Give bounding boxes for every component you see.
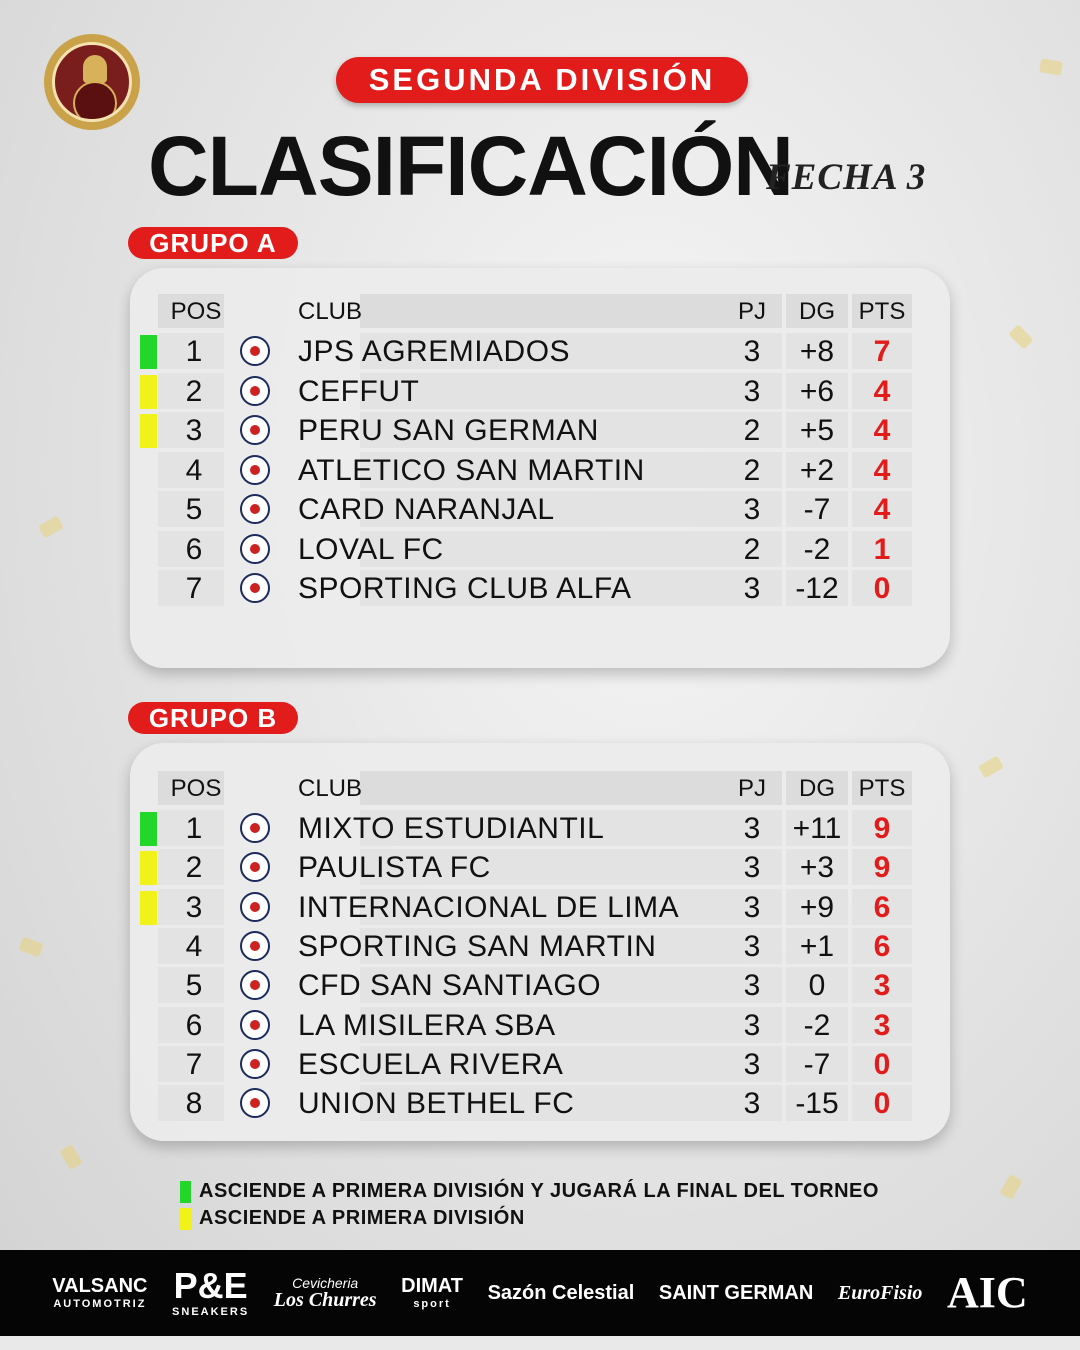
goal-difference-cell: -15 bbox=[795, 1087, 839, 1121]
played-cell: 3 bbox=[743, 929, 761, 963]
club-crest-icon bbox=[240, 813, 270, 843]
league-crest-logo bbox=[44, 34, 140, 130]
position-cell: 3 bbox=[185, 890, 203, 924]
yellow-qualification-marker bbox=[140, 891, 157, 925]
played-cell: 2 bbox=[743, 414, 761, 447]
table-row bbox=[140, 889, 920, 925]
column-header-pos: POS bbox=[170, 775, 222, 802]
yellow-qualification-marker bbox=[140, 851, 157, 885]
club-crest-icon bbox=[240, 415, 270, 445]
position-cell: 2 bbox=[185, 851, 203, 885]
points-cell: 9 bbox=[873, 812, 891, 845]
club-name-cell: JPS AGREMIADOS bbox=[298, 335, 571, 368]
points-cell: 3 bbox=[873, 969, 891, 1003]
club-crest-icon bbox=[240, 494, 270, 524]
sponsor-logo: EuroFisio bbox=[837, 1282, 923, 1304]
club-crest-icon bbox=[240, 970, 270, 1000]
played-cell: 3 bbox=[743, 1087, 761, 1121]
played-cell: 3 bbox=[743, 572, 761, 605]
played-cell: 3 bbox=[743, 890, 761, 924]
club-name-cell: ESCUELA RIVERA bbox=[298, 1047, 564, 1081]
position-cell: 2 bbox=[185, 374, 203, 408]
goal-difference-cell: +6 bbox=[799, 374, 835, 408]
sponsor-logo: DIMAT sport bbox=[401, 1275, 463, 1310]
club-crest-icon bbox=[240, 852, 270, 882]
played-cell: 3 bbox=[743, 812, 761, 845]
legend-item-green bbox=[180, 1178, 879, 1205]
points-cell: 4 bbox=[873, 453, 891, 487]
position-cell: 3 bbox=[185, 414, 203, 447]
goal-difference-cell: -7 bbox=[803, 1047, 831, 1081]
points-cell: 0 bbox=[873, 572, 891, 605]
club-crest-icon bbox=[240, 573, 270, 603]
played-cell: 2 bbox=[743, 453, 761, 487]
club-name-cell: SPORTING SAN MARTIN bbox=[298, 929, 657, 963]
table-row bbox=[140, 1046, 920, 1082]
legend bbox=[180, 1178, 879, 1232]
table-row bbox=[140, 333, 920, 369]
position-cell: 5 bbox=[185, 969, 203, 1003]
position-cell: 7 bbox=[185, 572, 203, 605]
club-name-cell: PERU SAN GERMAN bbox=[298, 414, 599, 447]
confetti-decoration bbox=[999, 1174, 1022, 1200]
goal-difference-cell: +5 bbox=[799, 414, 835, 447]
column-header-dg: DG bbox=[799, 298, 835, 325]
table-row bbox=[140, 373, 920, 409]
column-header-pj: PJ bbox=[737, 298, 766, 325]
played-cell: 3 bbox=[743, 1008, 761, 1042]
round-label: FECHA 3 bbox=[766, 157, 927, 198]
goal-difference-cell: +8 bbox=[799, 335, 835, 368]
club-name-cell: SPORTING CLUB ALFA bbox=[298, 572, 632, 605]
legend-text-yellow: ASCIENDE A PRIMERA DIVISIÓN bbox=[199, 1207, 525, 1229]
points-cell: 0 bbox=[873, 1087, 891, 1121]
table-row bbox=[140, 810, 920, 846]
position-cell: 1 bbox=[185, 812, 203, 845]
position-cell: 4 bbox=[185, 453, 203, 487]
played-cell: 3 bbox=[743, 1047, 761, 1081]
played-cell: 3 bbox=[743, 851, 761, 885]
yellow-qualification-marker bbox=[140, 414, 157, 448]
club-name-cell: CEFFUT bbox=[298, 374, 420, 408]
club-crest-icon bbox=[240, 892, 270, 922]
position-cell: 7 bbox=[185, 1047, 203, 1081]
table-row bbox=[140, 1085, 920, 1121]
club-crest-icon bbox=[240, 931, 270, 961]
club-name-cell: LOVAL FC bbox=[298, 532, 444, 566]
club-crest-icon bbox=[240, 376, 270, 406]
club-crest-icon bbox=[240, 1010, 270, 1040]
goal-difference-cell: 0 bbox=[808, 969, 826, 1003]
club-name-cell: CARD NARANJAL bbox=[298, 493, 555, 526]
division-badge: SEGUNDA DIVISIÓN bbox=[336, 57, 748, 103]
confetti-decoration bbox=[59, 1144, 82, 1170]
sponsor-logo: VALSANC AUTOMOTRIZ bbox=[52, 1275, 148, 1310]
goal-difference-cell: -12 bbox=[795, 572, 839, 605]
page-title: CLASIFICACIÓN bbox=[148, 119, 793, 213]
table-row bbox=[140, 849, 920, 885]
sponsor-logo: P&E SNEAKERS bbox=[172, 1265, 250, 1318]
goal-difference-cell: -2 bbox=[803, 532, 831, 566]
goal-difference-cell: -7 bbox=[803, 493, 831, 526]
points-cell: 9 bbox=[873, 851, 891, 885]
column-header-club: CLUB bbox=[298, 775, 363, 802]
points-cell: 6 bbox=[873, 929, 891, 963]
club-name-cell: CFD SAN SANTIAGO bbox=[298, 969, 602, 1003]
points-cell: 1 bbox=[873, 532, 891, 566]
points-cell: 7 bbox=[873, 335, 891, 368]
table-row bbox=[140, 452, 920, 488]
club-crest-icon bbox=[240, 1088, 270, 1118]
table-row bbox=[140, 928, 920, 964]
points-cell: 3 bbox=[873, 1008, 891, 1042]
points-cell: 0 bbox=[873, 1047, 891, 1081]
club-crest-icon bbox=[240, 1049, 270, 1079]
group-a-badge: GRUPO A bbox=[128, 227, 298, 259]
sponsor-logo: SAINT GERMAN bbox=[658, 1282, 814, 1304]
table-row bbox=[140, 967, 920, 1003]
yellow-qualification-marker bbox=[140, 375, 157, 409]
legend-item-yellow bbox=[180, 1205, 879, 1232]
position-cell: 4 bbox=[185, 929, 203, 963]
played-cell: 3 bbox=[743, 969, 761, 1003]
club-name-cell: PAULISTA FC bbox=[298, 851, 491, 885]
sponsor-logo: AIC bbox=[946, 1268, 1028, 1317]
position-cell: 1 bbox=[185, 335, 203, 368]
table-row bbox=[140, 491, 920, 527]
points-cell: 4 bbox=[873, 493, 891, 526]
confetti-decoration bbox=[18, 937, 43, 958]
club-crest-icon bbox=[240, 336, 270, 366]
confetti-decoration bbox=[978, 755, 1004, 778]
club-name-cell: MIXTO ESTUDIANTIL bbox=[298, 812, 605, 845]
table-row bbox=[140, 570, 920, 606]
club-name-cell: UNION BETHEL FC bbox=[298, 1087, 575, 1121]
sponsor-bar bbox=[0, 1250, 1080, 1336]
club-name-cell: LA MISILERA SBA bbox=[298, 1008, 556, 1042]
played-cell: 3 bbox=[743, 335, 761, 368]
points-cell: 6 bbox=[873, 890, 891, 924]
club-crest-icon bbox=[240, 455, 270, 485]
points-cell: 4 bbox=[873, 414, 891, 447]
goal-difference-cell: -2 bbox=[803, 1008, 831, 1042]
goal-difference-cell: +1 bbox=[799, 929, 835, 963]
table-row bbox=[140, 531, 920, 567]
sponsor-logo: Sazón Celestial bbox=[487, 1282, 635, 1304]
position-cell: 5 bbox=[185, 493, 203, 526]
played-cell: 3 bbox=[743, 493, 761, 526]
table-row bbox=[140, 412, 920, 448]
green-qualification-marker bbox=[140, 812, 157, 846]
table-row bbox=[140, 1007, 920, 1043]
goal-difference-cell: +11 bbox=[792, 812, 842, 845]
sponsor-logo: Cevicheria Los Churres bbox=[273, 1275, 377, 1311]
goal-difference-cell: +2 bbox=[799, 453, 835, 487]
bottom-strip bbox=[0, 1336, 1080, 1350]
goal-difference-cell: +9 bbox=[799, 890, 835, 924]
goal-difference-cell: +3 bbox=[799, 851, 835, 885]
confetti-decoration bbox=[1008, 324, 1033, 349]
column-header-pj: PJ bbox=[737, 775, 766, 802]
column-header-club: CLUB bbox=[298, 298, 363, 325]
column-header-pos: POS bbox=[170, 298, 222, 325]
confetti-decoration bbox=[38, 515, 64, 538]
green-qualification-marker bbox=[140, 335, 157, 369]
played-cell: 2 bbox=[743, 532, 761, 566]
club-name-cell: INTERNACIONAL DE LIMA bbox=[298, 890, 680, 924]
green-marker-swatch bbox=[180, 1181, 191, 1203]
column-header-dg: DG bbox=[799, 775, 835, 802]
position-cell: 6 bbox=[185, 1008, 203, 1042]
points-cell: 4 bbox=[873, 374, 891, 408]
club-name-cell: ATLETICO SAN MARTIN bbox=[298, 453, 645, 487]
legend-text-green: ASCIENDE A PRIMERA DIVISIÓN Y JUGARÁ LA FINAL DEL TORNEO bbox=[199, 1180, 879, 1202]
club-crest-icon bbox=[240, 534, 270, 564]
confetti-decoration bbox=[1039, 58, 1063, 76]
column-header-pts: PTS bbox=[858, 775, 906, 802]
group-b-badge: GRUPO B bbox=[128, 702, 298, 734]
position-cell: 6 bbox=[185, 532, 203, 566]
played-cell: 3 bbox=[743, 374, 761, 408]
position-cell: 8 bbox=[185, 1087, 203, 1121]
column-header-pts: PTS bbox=[858, 298, 906, 325]
yellow-marker-swatch bbox=[180, 1208, 191, 1230]
